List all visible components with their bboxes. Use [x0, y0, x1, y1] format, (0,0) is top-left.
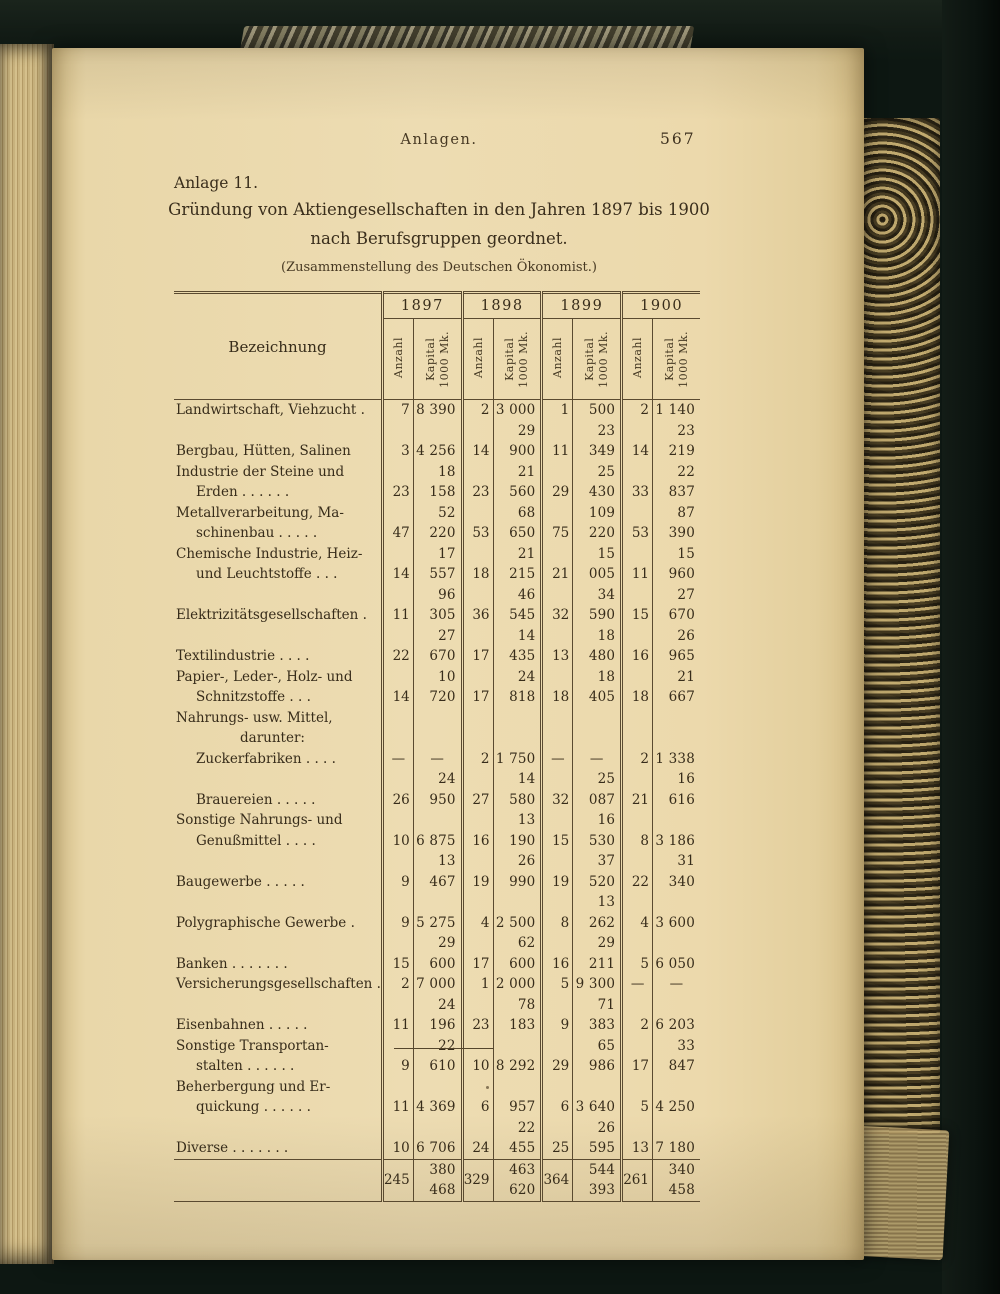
page-subtitle: (Zusammenstellung des Deutschen Ökonomist.): [281, 260, 597, 275]
row-label-line: Textilindustrie . . . .: [176, 648, 310, 664]
cell-anzahl: 29: [542, 462, 573, 503]
column-header-anzahl-1898: [462, 319, 493, 400]
row-label-line: Beherbergung und Er-: [176, 1078, 331, 1095]
cell-anzahl: 11: [382, 1077, 413, 1118]
cell-kapital: 26 965: [668, 627, 695, 664]
cell-anzahl: 9: [382, 892, 413, 933]
cell-anzahl: 17: [462, 626, 493, 667]
cell-anzahl: 8: [622, 810, 653, 851]
table-row: [174, 995, 700, 1036]
cell-anzahl: 2: [622, 749, 653, 770]
cell-anzahl: —: [382, 749, 413, 770]
anzahl-vertical-label: Anzahl: [391, 336, 405, 378]
cell-anzahl: 18: [622, 667, 653, 708]
row-label: [174, 1118, 382, 1160]
cell-anzahl: 16: [542, 933, 573, 974]
cell-kapital: 1 338: [655, 750, 695, 767]
cell-anzahl: 3: [382, 421, 413, 462]
cell-anzahl: 4: [462, 892, 493, 933]
cell-anzahl: 14: [382, 544, 413, 585]
kapital-vertical-label: Kapital: [583, 337, 597, 381]
cell-kapital: 62 600: [509, 935, 536, 972]
kapital-vertical-label: Kapital: [662, 337, 676, 381]
column-header-anzahl-1899: [542, 319, 573, 400]
page-title-line2: nach Berufsgruppen geordnet.: [310, 229, 568, 248]
cell-kapital: 29 211: [588, 935, 616, 972]
row-label: [174, 626, 382, 667]
cell-kapital: 52 220: [429, 504, 456, 541]
cell-kapital: 87 390: [668, 504, 695, 541]
cell-anzahl: 21: [622, 769, 653, 810]
cell-anzahl: 2: [462, 749, 493, 770]
row-label: [174, 933, 382, 974]
row-label: [174, 400, 382, 421]
row-label-line: Industrie der Steine und: [176, 463, 345, 480]
cell-kapital: 68 650: [509, 504, 536, 541]
marbled-fore-edge: [860, 118, 940, 1134]
total-cell-kapital: 544 393: [573, 1159, 622, 1201]
anzahl-vertical-label: Anzahl: [471, 336, 485, 378]
cell-kapital: 29 900: [509, 422, 536, 459]
cell-anzahl: 23: [462, 995, 493, 1036]
table-row: [174, 667, 700, 708]
cell-kapital: 29 600: [429, 935, 456, 972]
cell-kapital: 26 595: [588, 1119, 616, 1156]
cell-kapital: 6 203: [655, 1017, 695, 1033]
cell-anzahl: 11: [542, 421, 573, 462]
cell-kapital: [573, 708, 622, 749]
cell-anzahl: 13: [622, 1118, 653, 1160]
cell-anzahl: 19: [542, 851, 573, 892]
page-number: 567: [660, 130, 696, 148]
cell-anzahl: 25: [542, 1118, 573, 1160]
cell-anzahl: 14: [462, 421, 493, 462]
row-label-line: Sonstige Nahrungs- und: [176, 812, 343, 828]
book-cover-right: [942, 0, 1000, 1294]
row-label: [174, 974, 382, 995]
table-row: [174, 769, 700, 810]
row-label-line: Banken . . . . . . .: [176, 955, 288, 972]
cell-kapital: 34 590: [588, 586, 616, 623]
cell-kapital: 14 435: [509, 627, 536, 664]
row-label-line: stalten . . . . . .: [196, 1058, 295, 1074]
cell-anzahl: 16: [622, 626, 653, 667]
cell-anzahl: 29: [542, 1036, 573, 1077]
cell-kapital: 15 005: [588, 545, 616, 582]
row-label-line: Landwirtschaft, Viehzucht .: [176, 402, 365, 418]
total-cell-kapital: 340 458: [653, 1159, 701, 1201]
cell-kapital: 27 670: [429, 627, 456, 664]
kapital-unit-vertical-label: 1000 Mk.: [597, 330, 611, 388]
cell-kapital: —: [589, 750, 604, 767]
cell-anzahl: 9: [382, 1036, 413, 1077]
cell-anzahl: 11: [622, 544, 653, 585]
cell-anzahl: —: [542, 749, 573, 770]
cell-kapital: 6 706: [416, 1140, 456, 1156]
row-label: [174, 769, 382, 810]
row-label-line: Erden . . . . . .: [196, 484, 290, 500]
scanned-page: [52, 48, 864, 1260]
cell-anzahl: 4: [622, 892, 653, 933]
cell-kapital: 6 875: [416, 832, 456, 849]
cell-kapital: 25 430: [588, 463, 616, 500]
cell-kapital: 1 140: [655, 402, 695, 418]
cell-anzahl: 19: [462, 851, 493, 892]
table-row: [174, 810, 700, 851]
cell-anzahl: 9: [382, 851, 413, 892]
cell-kapital: 37 520: [588, 853, 616, 890]
row-label-line: Metallverarbeitung, Ma-: [176, 504, 344, 521]
statistics-table-wrapper: [174, 291, 700, 1202]
cell-anzahl: [382, 708, 413, 749]
cell-anzahl: 5: [622, 933, 653, 974]
cell-kapital: 15 960: [668, 545, 695, 582]
cell-kapital: 2 000: [495, 976, 536, 992]
table-header-years: [174, 293, 700, 319]
cell-anzahl: 17: [622, 1036, 653, 1077]
cell-kapital: 24 196: [429, 996, 456, 1033]
cell-anzahl: 11: [382, 585, 413, 626]
cell-anzahl: 5: [542, 974, 573, 995]
table-row: [174, 933, 700, 974]
cell-kapital: 22 837: [668, 463, 695, 500]
row-label: [174, 995, 382, 1036]
cell-kapital: 96 305: [429, 586, 456, 623]
cell-kapital: 4 256: [416, 443, 456, 459]
cell-anzahl: 21: [542, 544, 573, 585]
year-header-1898: 1898: [462, 293, 542, 319]
table-row: [174, 974, 700, 995]
total-cell-anzahl: 261: [622, 1159, 653, 1201]
table-row: [174, 749, 700, 770]
table-row: [174, 503, 700, 544]
cell-kapital: 16 530: [588, 812, 616, 849]
cell-kapital: 21 667: [668, 668, 695, 705]
kapital-unit-vertical-label: 1000 Mk.: [677, 330, 690, 388]
ink-speck: [486, 1086, 489, 1089]
cell-kapital: —: [430, 750, 445, 767]
row-label: [174, 667, 382, 708]
cell-anzahl: 5: [622, 1077, 653, 1118]
row-label: [174, 1036, 382, 1077]
row-label: [174, 462, 382, 503]
table-row: [174, 400, 700, 421]
total-cell-anzahl: 329: [462, 1159, 493, 1201]
cell-kapital: 18 158: [429, 463, 456, 500]
cell-kapital: [413, 708, 462, 749]
total-cell-anzahl: 245: [382, 1159, 413, 1201]
cell-kapital: 7 000: [416, 976, 456, 992]
totals-label-cell: [174, 1159, 382, 1201]
row-label: [174, 749, 382, 770]
cell-anzahl: —: [622, 974, 653, 995]
cell-anzahl: 14: [622, 421, 653, 462]
cell-anzahl: 11: [382, 995, 413, 1036]
cell-anzahl: 9: [542, 995, 573, 1036]
cell-anzahl: [622, 708, 653, 749]
cell-kapital: 13 262: [588, 894, 616, 931]
cell-anzahl: 75: [542, 503, 573, 544]
cell-anzahl: 1: [462, 974, 493, 995]
row-label: [174, 421, 382, 462]
cell-anzahl: 36: [462, 585, 493, 626]
column-header-kapital-1897: [413, 319, 462, 400]
cell-kapital: 22 455: [509, 1119, 536, 1156]
cell-kapital: 14 580: [509, 771, 536, 808]
row-label-line: Elektrizitätsgesellschaften .: [176, 607, 367, 623]
cell-kapital: 500: [588, 402, 616, 418]
table-row: [174, 1036, 700, 1077]
row-label-line: quickung . . . . . .: [196, 1099, 311, 1115]
row-label-line: Papier-, Leder-, Holz- und: [176, 668, 353, 685]
cell-anzahl: 22: [382, 626, 413, 667]
year-header-1897: 1897: [382, 293, 462, 319]
column-header-anzahl-1897: [382, 319, 413, 400]
cell-anzahl: 1: [542, 400, 573, 421]
cell-anzahl: 6: [542, 1077, 573, 1118]
cell-kapital: 8 390: [416, 402, 456, 418]
cell-kapital: 31 340: [668, 853, 695, 890]
cell-kapital: 25 087: [588, 771, 616, 808]
cell-anzahl: 17: [462, 933, 493, 974]
row-label: [174, 544, 382, 585]
cell-kapital: 2 500: [495, 914, 536, 931]
table-footer: [174, 1159, 700, 1201]
column-header-kapital-1899: [573, 319, 622, 400]
total-cell-kapital: 463 620: [493, 1159, 542, 1201]
cell-anzahl: [462, 708, 493, 749]
page-stack-corner: [853, 1126, 950, 1261]
row-label-line: Chemische Industrie, Heiz-: [176, 545, 363, 562]
cell-kapital: 27 670: [668, 586, 695, 623]
cell-kapital: 9 300: [575, 976, 616, 992]
cell-kapital: 3 640: [575, 1099, 616, 1115]
table-row: [174, 626, 700, 667]
cell-kapital: 33 847: [668, 1037, 695, 1074]
row-label-line: Diverse . . . . . . .: [176, 1140, 289, 1156]
cell-kapital: 4 369: [416, 1099, 456, 1115]
cell-anzahl: 18: [462, 544, 493, 585]
cell-anzahl: 15: [542, 810, 573, 851]
cell-kapital: 18 405: [588, 668, 616, 705]
cell-kapital: 8 292: [495, 1058, 536, 1074]
cell-anzahl: 13: [542, 626, 573, 667]
row-label-line: Bergbau, Hütten, Salinen: [176, 443, 351, 459]
row-label-line: Versicherungsgesellschaften .: [176, 976, 381, 992]
cell-kapital: 3 600: [655, 914, 695, 931]
totals-row: [174, 1159, 700, 1201]
kapital-vertical-label: Kapital: [423, 337, 437, 381]
cell-kapital: 78 183: [509, 996, 536, 1033]
cell-anzahl: 26: [382, 769, 413, 810]
cell-anzahl: 6: [462, 1077, 493, 1118]
cell-anzahl: 2: [622, 400, 653, 421]
total-cell-anzahl: 364: [542, 1159, 573, 1201]
cell-anzahl: 17: [462, 667, 493, 708]
row-label-line: Brauereien . . . . .: [196, 791, 316, 808]
cell-kapital: 18 480: [588, 627, 616, 664]
cell-kapital: 26 990: [509, 853, 536, 890]
table-row: [174, 851, 700, 892]
cell-kapital: 4 250: [655, 1099, 695, 1115]
table-row: [174, 1118, 700, 1160]
cell-kapital: 24 818: [509, 668, 536, 705]
kapital-unit-vertical-label: 1000 Mk.: [517, 330, 531, 388]
cell-anzahl: 7: [382, 400, 413, 421]
row-label-line: Schnitzstoffe . . .: [196, 689, 311, 705]
cell-anzahl: 8: [542, 892, 573, 933]
row-label-line: darunter:: [240, 730, 305, 746]
cell-anzahl: 24: [462, 1118, 493, 1160]
row-label: [174, 708, 382, 749]
cell-kapital: 1 750: [495, 750, 536, 767]
cell-anzahl: 2: [622, 995, 653, 1036]
cell-kapital: 22 610: [429, 1037, 456, 1074]
column-header-kapital-1900: [653, 319, 701, 400]
cell-kapital: 21 215: [509, 545, 536, 582]
cell-kapital: 21 560: [509, 463, 536, 500]
cell-anzahl: 27: [462, 769, 493, 810]
statistics-table: [174, 291, 700, 1202]
cell-anzahl: 22: [622, 851, 653, 892]
cell-anzahl: 14: [382, 667, 413, 708]
row-label-line: schinenbau . . . . .: [196, 525, 318, 541]
cell-kapital: 5 275: [416, 914, 456, 931]
cell-anzahl: 53: [622, 503, 653, 544]
cell-anzahl: 10: [382, 810, 413, 851]
cell-kapital: 23 349: [588, 422, 616, 459]
anzahl-vertical-label: Anzahl: [631, 336, 645, 378]
kapital-unit-vertical-label: 1000 Mk.: [437, 330, 451, 388]
cell-anzahl: 15: [622, 585, 653, 626]
cell-anzahl: 33: [622, 462, 653, 503]
cell-anzahl: 53: [462, 503, 493, 544]
table-row: [174, 462, 700, 503]
cell-kapital: 957: [509, 1099, 536, 1115]
cell-kapital: 17 557: [429, 545, 456, 582]
cell-anzahl: 47: [382, 503, 413, 544]
cell-kapital: 109 220: [588, 504, 616, 541]
row-label-line: Polygraphische Gewerbe .: [176, 914, 355, 931]
cell-anzahl: 10: [382, 1118, 413, 1160]
row-label: [174, 810, 382, 851]
row-label-line: Genußmittel . . . .: [196, 832, 316, 849]
table-row: [174, 544, 700, 585]
row-label-line: Sonstige Transportan-: [176, 1037, 329, 1054]
cell-kapital: 46 545: [509, 586, 536, 623]
row-label-line: Nahrungs- usw. Mittel,: [176, 709, 333, 726]
page-title-line1: Gründung von Aktiengesellschaften in den Jahren 1897 bis 1900: [168, 200, 710, 219]
cell-kapital: 24 950: [429, 771, 456, 808]
row-label: [174, 503, 382, 544]
row-label: [174, 585, 382, 626]
row-label: [174, 892, 382, 933]
row-label-line: Eisenbahnen . . . . .: [176, 1017, 308, 1033]
cell-kapital: 3 186: [655, 832, 695, 849]
cell-anzahl: 23: [382, 462, 413, 503]
row-label: [174, 1077, 382, 1118]
row-label-line: Baugewerbe . . . . .: [176, 873, 305, 890]
cell-anzahl: 15: [382, 933, 413, 974]
year-header-1899: 1899: [542, 293, 622, 319]
table-row: [174, 585, 700, 626]
column-header-kapital-1898: [493, 319, 542, 400]
column-header-anzahl-1900: [622, 319, 653, 400]
cell-kapital: 23 219: [668, 422, 695, 459]
cell-anzahl: 32: [542, 769, 573, 810]
page-edges-left: [0, 44, 54, 1264]
row-label: [174, 851, 382, 892]
cell-kapital: 71 383: [588, 996, 616, 1033]
table-row: [174, 1077, 700, 1118]
cell-kapital: —: [669, 976, 684, 992]
cell-kapital: 10 720: [429, 668, 456, 705]
cell-kapital: [493, 708, 542, 749]
total-cell-kapital: 380 468: [413, 1159, 462, 1201]
column-header-bezeichnung: Bezeichnung: [174, 293, 382, 400]
cell-kapital: 7 180: [655, 1140, 695, 1156]
annex-label: Anlage 11.: [174, 174, 259, 192]
cell-kapital: 6 050: [655, 955, 695, 972]
section-end-rule: [394, 1048, 494, 1049]
cell-anzahl: [542, 708, 573, 749]
table-body: [174, 400, 700, 1160]
cell-kapital: 3 000: [495, 402, 536, 418]
running-head: Anlagen.: [400, 132, 478, 148]
row-label-line: Zuckerfabriken . . . .: [196, 750, 336, 767]
cell-anzahl: 10: [462, 1036, 493, 1077]
cell-kapital: 13 190: [509, 812, 536, 849]
anzahl-vertical-label: Anzahl: [551, 336, 565, 378]
cell-anzahl: 18: [542, 667, 573, 708]
cell-kapital: 65 986: [588, 1037, 616, 1074]
cell-kapital: 13 467: [429, 853, 456, 890]
cell-anzahl: 2: [462, 400, 493, 421]
cell-anzahl: 16: [462, 810, 493, 851]
cell-kapital: 16 616: [668, 771, 695, 808]
cell-kapital: [653, 708, 701, 749]
row-label-line: und Leuchtstoffe . . .: [196, 566, 338, 582]
year-header-1900: 1900: [622, 293, 700, 319]
table-header: [174, 293, 700, 400]
cell-anzahl: 2: [382, 974, 413, 995]
cell-anzahl: 32: [542, 585, 573, 626]
table-row: [174, 708, 700, 749]
cell-anzahl: 23: [462, 462, 493, 503]
table-row: [174, 421, 700, 462]
table-row: [174, 892, 700, 933]
kapital-vertical-label: Kapital: [503, 337, 517, 381]
